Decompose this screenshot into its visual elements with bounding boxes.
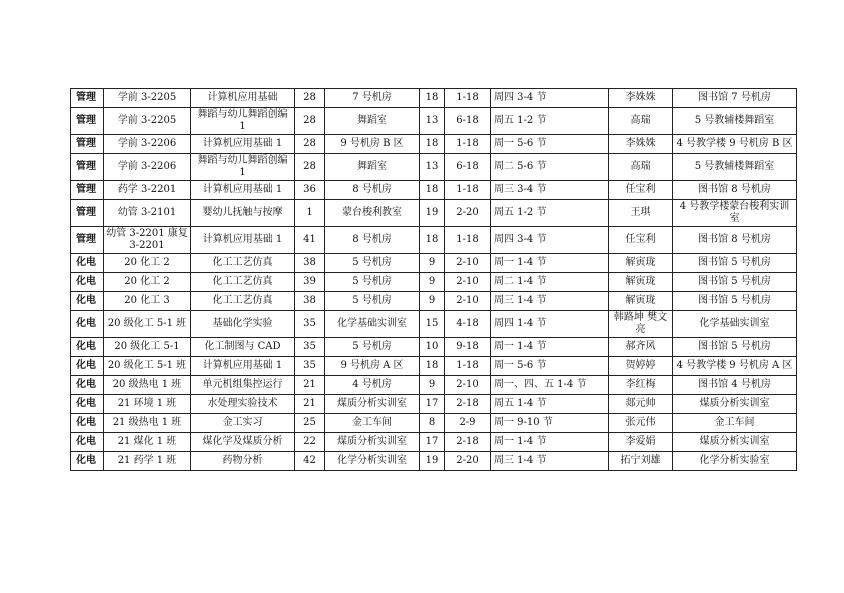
cell-teacher: 拓宁刘雄 <box>609 452 673 471</box>
cell-course: 计算机应用基础 1 <box>191 181 295 200</box>
cell-weeks: 2-9 <box>445 414 491 433</box>
cell-course: 单元机组集控运行 <box>191 376 295 395</box>
cell-weeks: 2-20 <box>445 200 491 227</box>
cell-teacher: 任宝利 <box>609 181 673 200</box>
cell-department: 化电 <box>71 452 104 471</box>
cell-room: 8 号机房 <box>325 181 420 200</box>
cell-department: 化电 <box>71 254 104 273</box>
cell-time: 周三 3-4 节 <box>491 181 609 200</box>
cell-room: 舞蹈室 <box>325 108 420 135</box>
cell-student-count: 28 <box>295 135 325 154</box>
cell-class: 学前 3-2205 <box>104 89 191 108</box>
table-row <box>71 254 797 273</box>
cell-room: 化学分析实训室 <box>325 452 420 471</box>
cell-weeks: 2-10 <box>445 376 491 395</box>
cell-department: 管理 <box>71 154 104 181</box>
cell-student-count: 35 <box>295 311 325 338</box>
cell-class: 20 化工 2 <box>104 273 191 292</box>
cell-weeks: 2-18 <box>445 395 491 414</box>
cell-time: 周三 1-4 节 <box>491 292 609 311</box>
cell-weeks: 2-10 <box>445 254 491 273</box>
cell-hours: 13 <box>420 108 445 135</box>
cell-class: 药学 3-2201 <box>104 181 191 200</box>
cell-room: 舞蹈室 <box>325 154 420 181</box>
cell-time: 周一 5-6 节 <box>491 135 609 154</box>
cell-department: 管理 <box>71 227 104 254</box>
cell-hours: 18 <box>420 135 445 154</box>
cell-time: 周二 5-6 节 <box>491 154 609 181</box>
cell-department: 管理 <box>71 181 104 200</box>
cell-hours: 10 <box>420 338 445 357</box>
cell-time: 周五 1-2 节 <box>491 200 609 227</box>
cell-time: 周五 1-2 节 <box>491 108 609 135</box>
table-row <box>71 357 797 376</box>
cell-room: 煤质分析实训室 <box>325 395 420 414</box>
table-row <box>71 452 797 471</box>
cell-hours: 9 <box>420 273 445 292</box>
table-row <box>71 135 797 154</box>
cell-teacher: 解寅珑 <box>609 254 673 273</box>
schedule-table <box>70 88 797 471</box>
cell-weeks: 1-18 <box>445 135 491 154</box>
cell-location: 4 号教学楼 9 号机房 B 区 <box>673 135 797 154</box>
cell-room: 金工车间 <box>325 414 420 433</box>
cell-teacher: 韩路坤 樊文亮 <box>609 311 673 338</box>
cell-course: 计算机应用基础 1 <box>191 227 295 254</box>
cell-student-count: 41 <box>295 227 325 254</box>
table-row <box>71 89 797 108</box>
cell-student-count: 28 <box>295 108 325 135</box>
cell-location: 图书馆 5 号机房 <box>673 338 797 357</box>
cell-weeks: 1-18 <box>445 89 491 108</box>
cell-class: 学前 3-2205 <box>104 108 191 135</box>
cell-course: 舞蹈与幼儿舞蹈创编 1 <box>191 154 295 181</box>
cell-class: 幼管 3-2201 康复 3-2201 <box>104 227 191 254</box>
cell-time: 周三 1-4 节 <box>491 452 609 471</box>
cell-department: 化电 <box>71 414 104 433</box>
cell-time: 周一 5-6 节 <box>491 357 609 376</box>
cell-class: 20 化工 2 <box>104 254 191 273</box>
cell-location: 图书馆 8 号机房 <box>673 181 797 200</box>
cell-weeks: 1-18 <box>445 181 491 200</box>
cell-weeks: 2-20 <box>445 452 491 471</box>
cell-department: 化电 <box>71 395 104 414</box>
cell-room: 煤质分析实训室 <box>325 433 420 452</box>
cell-location: 图书馆 5 号机房 <box>673 273 797 292</box>
cell-teacher: 李红梅 <box>609 376 673 395</box>
cell-class: 21 环境 1 班 <box>104 395 191 414</box>
cell-department: 化电 <box>71 273 104 292</box>
cell-student-count: 28 <box>295 89 325 108</box>
cell-hours: 8 <box>420 414 445 433</box>
cell-room: 5 号机房 <box>325 338 420 357</box>
cell-department: 化电 <box>71 433 104 452</box>
cell-weeks: 9-18 <box>445 338 491 357</box>
cell-hours: 18 <box>420 357 445 376</box>
cell-teacher: 任宝利 <box>609 227 673 254</box>
cell-student-count: 42 <box>295 452 325 471</box>
cell-room: 9 号机房 A 区 <box>325 357 420 376</box>
table-row <box>71 292 797 311</box>
cell-time: 周四 3-4 节 <box>491 227 609 254</box>
cell-hours: 9 <box>420 292 445 311</box>
cell-location: 图书馆 8 号机房 <box>673 227 797 254</box>
cell-time: 周一 9-10 节 <box>491 414 609 433</box>
cell-course: 基础化学实验 <box>191 311 295 338</box>
cell-course: 煤化学及煤质分析 <box>191 433 295 452</box>
cell-location: 金工车间 <box>673 414 797 433</box>
cell-time: 周五 1-4 节 <box>491 395 609 414</box>
table-row <box>71 200 797 227</box>
cell-teacher: 王琪 <box>609 200 673 227</box>
cell-weeks: 6-18 <box>445 108 491 135</box>
cell-hours: 17 <box>420 395 445 414</box>
cell-weeks: 4-18 <box>445 311 491 338</box>
cell-teacher: 李爱娟 <box>609 433 673 452</box>
cell-hours: 9 <box>420 376 445 395</box>
cell-class: 学前 3-2206 <box>104 154 191 181</box>
cell-hours: 17 <box>420 433 445 452</box>
cell-class: 20 级化工 5-1 <box>104 338 191 357</box>
cell-student-count: 25 <box>295 414 325 433</box>
cell-teacher: 李姝姝 <box>609 89 673 108</box>
cell-room: 化学基础实训室 <box>325 311 420 338</box>
cell-room: 8 号机房 <box>325 227 420 254</box>
cell-student-count: 36 <box>295 181 325 200</box>
table-row <box>71 108 797 135</box>
cell-student-count: 21 <box>295 376 325 395</box>
cell-course: 计算机应用基础 1 <box>191 357 295 376</box>
cell-room: 4 号机房 <box>325 376 420 395</box>
cell-teacher: 郝齐风 <box>609 338 673 357</box>
cell-class: 21 药学 1 班 <box>104 452 191 471</box>
table-row <box>71 414 797 433</box>
cell-department: 化电 <box>71 376 104 395</box>
cell-weeks: 1-18 <box>445 227 491 254</box>
cell-student-count: 38 <box>295 254 325 273</box>
cell-location: 5 号教辅楼舞蹈室 <box>673 154 797 181</box>
cell-class: 20 级热电 1 班 <box>104 376 191 395</box>
cell-department: 化电 <box>71 311 104 338</box>
cell-department: 管理 <box>71 200 104 227</box>
cell-room: 5 号机房 <box>325 254 420 273</box>
cell-course: 计算机应用基础 <box>191 89 295 108</box>
cell-class: 幼管 3-2101 <box>104 200 191 227</box>
cell-weeks: 2-10 <box>445 292 491 311</box>
cell-department: 管理 <box>71 89 104 108</box>
cell-time: 周二 1-4 节 <box>491 273 609 292</box>
cell-hours: 13 <box>420 154 445 181</box>
cell-student-count: 21 <box>295 395 325 414</box>
cell-room: 蒙台梭利教室 <box>325 200 420 227</box>
cell-room: 7 号机房 <box>325 89 420 108</box>
table-row <box>71 376 797 395</box>
cell-department: 化电 <box>71 338 104 357</box>
cell-student-count: 38 <box>295 292 325 311</box>
cell-location: 煤质分析实训室 <box>673 433 797 452</box>
cell-time: 周一 1-4 节 <box>491 433 609 452</box>
table-row <box>71 273 797 292</box>
cell-student-count: 1 <box>295 200 325 227</box>
cell-time: 周一 1-4 节 <box>491 254 609 273</box>
table-row <box>71 395 797 414</box>
cell-student-count: 22 <box>295 433 325 452</box>
cell-course: 舞蹈与幼儿舞蹈创编 1 <box>191 108 295 135</box>
table-row <box>71 338 797 357</box>
cell-department: 管理 <box>71 108 104 135</box>
cell-room: 9 号机房 B 区 <box>325 135 420 154</box>
cell-student-count: 35 <box>295 338 325 357</box>
cell-time: 周四 3-4 节 <box>491 89 609 108</box>
table-row <box>71 227 797 254</box>
cell-room: 5 号机房 <box>325 273 420 292</box>
cell-time: 周一、四、五 1-4 节 <box>491 376 609 395</box>
cell-location: 图书馆 5 号机房 <box>673 292 797 311</box>
cell-teacher: 解寅珑 <box>609 292 673 311</box>
cell-hours: 15 <box>420 311 445 338</box>
cell-department: 化电 <box>71 357 104 376</box>
cell-course: 化工工艺仿真 <box>191 273 295 292</box>
cell-course: 婴幼儿抚触与按摩 <box>191 200 295 227</box>
cell-course: 化工制图与 CAD <box>191 338 295 357</box>
cell-department: 管理 <box>71 135 104 154</box>
cell-student-count: 35 <box>295 357 325 376</box>
cell-class: 20 级化工 5-1 班 <box>104 357 191 376</box>
cell-hours: 19 <box>420 452 445 471</box>
cell-course: 化工工艺仿真 <box>191 254 295 273</box>
cell-teacher: 高瑞 <box>609 108 673 135</box>
cell-weeks: 2-18 <box>445 433 491 452</box>
table-row <box>71 311 797 338</box>
cell-teacher: 郯元帅 <box>609 395 673 414</box>
cell-course: 金工实习 <box>191 414 295 433</box>
cell-course: 水处理实验技术 <box>191 395 295 414</box>
cell-class: 20 化工 3 <box>104 292 191 311</box>
cell-hours: 19 <box>420 200 445 227</box>
cell-time: 周一 1-4 节 <box>491 338 609 357</box>
cell-hours: 18 <box>420 89 445 108</box>
cell-teacher: 解寅珑 <box>609 273 673 292</box>
cell-course: 药物分析 <box>191 452 295 471</box>
cell-location: 5 号教辅楼舞蹈室 <box>673 108 797 135</box>
table-row <box>71 154 797 181</box>
cell-teacher: 张元伟 <box>609 414 673 433</box>
cell-weeks: 6-18 <box>445 154 491 181</box>
cell-location: 化学分析实验室 <box>673 452 797 471</box>
cell-location: 煤质分析实训室 <box>673 395 797 414</box>
cell-weeks: 2-10 <box>445 273 491 292</box>
cell-teacher: 高瑞 <box>609 154 673 181</box>
table-row <box>71 181 797 200</box>
cell-class: 21 级热电 1 班 <box>104 414 191 433</box>
cell-student-count: 39 <box>295 273 325 292</box>
cell-time: 周四 1-4 节 <box>491 311 609 338</box>
cell-course: 化工工艺仿真 <box>191 292 295 311</box>
cell-class: 20 级化工 5-1 班 <box>104 311 191 338</box>
cell-department: 化电 <box>71 292 104 311</box>
cell-room: 5 号机房 <box>325 292 420 311</box>
cell-location: 化学基础实训室 <box>673 311 797 338</box>
cell-location: 4 号教学楼 9 号机房 A 区 <box>673 357 797 376</box>
cell-hours: 18 <box>420 227 445 254</box>
cell-class: 学前 3-2206 <box>104 135 191 154</box>
cell-hours: 9 <box>420 254 445 273</box>
cell-location: 4 号教学楼蒙台梭利实训室 <box>673 200 797 227</box>
cell-hours: 18 <box>420 181 445 200</box>
table-row <box>71 433 797 452</box>
cell-student-count: 28 <box>295 154 325 181</box>
cell-course: 计算机应用基础 1 <box>191 135 295 154</box>
cell-teacher: 李姝姝 <box>609 135 673 154</box>
cell-location: 图书馆 7 号机房 <box>673 89 797 108</box>
cell-location: 图书馆 4 号机房 <box>673 376 797 395</box>
cell-teacher: 贺婷婷 <box>609 357 673 376</box>
cell-class: 21 煤化 1 班 <box>104 433 191 452</box>
cell-weeks: 1-18 <box>445 357 491 376</box>
cell-location: 图书馆 5 号机房 <box>673 254 797 273</box>
